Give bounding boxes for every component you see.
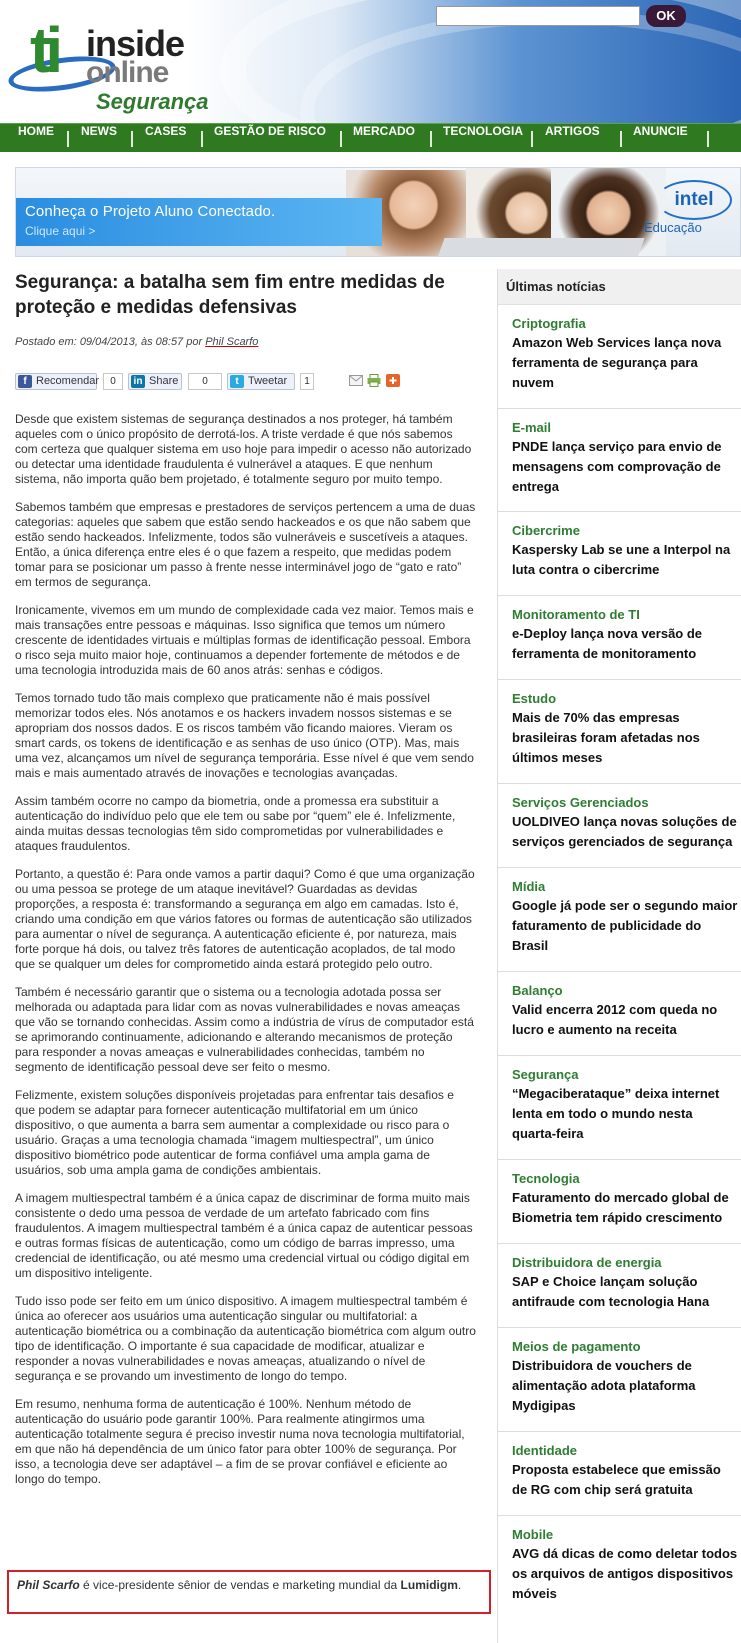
intel-logo: intel [656,180,732,220]
nav-item-artigos[interactable]: ARTIGOS [545,124,600,138]
news-item[interactable] [498,1328,741,1432]
news-headline[interactable]: Amazon Web Services lança nova ferramenta de segurança para nuvem [512,335,722,390]
news-headline[interactable]: SAP e Choice lançam solução antifraude com tecnologia Hana [512,1274,710,1309]
news-headline[interactable]: Distribuidora de vouchers de alimentação adota plataforma Mydigipas [512,1358,696,1413]
sidebar-title: Últimas notícias [498,269,741,305]
facebook-label: Recomendar [36,375,99,387]
author-link[interactable]: Phil Scarfo [205,336,259,348]
news-item[interactable] [498,1160,741,1244]
article-paragraph: A imagem multiespectral também é a única capaz de discriminar de forma muito mais consistente o dedo uma pessoa de verdade de um artefato fabricado com fins fraudulentos. A imagem multiespectral também é a única capaz de autenticar pessoas e outras formas físicas de autenticação, como um código de barras impresso, uma credencial de identificação, ou até mesmo uma credencial virtual ou código digital em um dispositivo inteligente. [15,1191,473,1280]
share-bar [15,370,465,392]
nav-item-gestao-de-risco[interactable]: GESTÃO DE RISCO [214,124,327,138]
banner-laptop-image [437,238,644,257]
twitter-label: Tweetar [248,375,288,387]
sidebar-latest-news [497,269,741,1643]
banner-cta-link[interactable]: Clique aqui > [25,224,96,238]
news-item[interactable] [498,305,741,409]
news-category[interactable]: E-mail [512,420,552,435]
news-headline[interactable]: e-Deploy lança nova versão de ferramenta de monitoramento [512,626,703,661]
bio-company: Lumidigm [400,1578,458,1592]
banner-brand-sub: Educação [644,220,702,235]
article-paragraph: Temos tornado tudo tão mais complexo que praticamente não é mais possível memorizar todos eles. Nós anotamos e os hackers invadem nossos sistemas e se apropriam dos nossos dados. E os riscos também vão ficando maiores. Vieram os smart cards, os tokens de identificação e as senhas de uso único (OTP). Mas, mais uma vez, alcançamos um nível de segurança temporária. Esse nível é que vem sendo mais e mais aumentado através de inovações e tecnologias avançadas. [15,691,474,780]
news-item[interactable] [498,972,741,1056]
news-item[interactable] [498,868,741,972]
nav-separator [620,131,622,147]
news-headline[interactable]: UOLDIVEO lança novas soluções de serviços gerenciados de segurança [512,814,737,849]
linkedin-label: Share [149,375,179,387]
news-headline[interactable]: Mais de 70% das empresas brasileiras foram afetadas nos últimos meses [512,710,700,765]
article-paragraph: Desde que existem sistemas de segurança destinados a nos proteger, há também aqueles com o único propósito de derrotá-los. A triste verdade é que nós sabemos com certeza que qualquer sistema em uso hoje para impedir o acesso não autorizado ou detectar uma identidade fraudulenta é vulnerável a ataques. E que nenhum sistema, não importa quão bem projetado, é totalmente seguro por muito tempo. [15,412,472,486]
posted-date: Postado em: 09/04/2013, às 08:57 por [15,336,206,348]
nav-item-tecnologia[interactable]: TECNOLOGIA [443,124,523,138]
nav-item-cases[interactable]: CASES [145,124,187,138]
nav-separator [201,131,203,147]
news-category[interactable]: Identidade [512,1443,578,1458]
nav-separator [340,131,342,147]
facebook-recommend-button[interactable] [15,373,97,390]
nav-separator [67,131,69,147]
news-category[interactable]: Serviços Gerenciados [512,795,649,810]
article-paragraph: Em resumo, nenhuma forma de autenticação é 100%. Nenhum método de autenticação do usuário pode garantir 100%. Para realmente atingirmos uma autenticação totalmente segura é preciso investir numa nova tecnologia multifatorial, em que não há dependência de um único fator para obter 100% de segurança. Por isso, a tecnologia deve ser adaptável – a fim de se provar confiável e eficiente ao longo do tempo. [15,1397,465,1486]
news-item[interactable] [498,1244,741,1328]
news-headline[interactable]: Faturamento do mercado global de Biometria tem rápido crescimento [512,1190,729,1225]
news-headline[interactable]: “Megaciberataque” deixa internet lenta em todo o mundo nesta quarta-feira [512,1086,720,1141]
article-paragraph: Portanto, a questão é: Para onde vamos a partir daqui? Como é que uma organização ou uma pessoa se protege de um ataque inevitável? Guardadas as devidas proporções, a resposta é: transformando a segurança em algo em camadas. Isto é, criando uma condição em que vários fatores ou formas de autenticação são utilizados para aumentar o nível de segurança. A autenticação eficiente é, por natureza, mais forte porque há dois, ou talvez três fatores de autenticação acoplados, de tal modo que se qualquer um deles for comprometido ainda estará protegido pelo outro. [15,867,475,971]
search-button[interactable]: OK [646,5,686,27]
nav-separator [707,131,709,147]
twitter-bird-icon: t [230,375,244,388]
article-paragraph: Tudo isso pode ser feito em um único dispositivo. A imagem multiespectral também é única ao oferecer aos usuários uma autenticação singular ou multifatorial: a autenticação biométrica ou a combinação da autenticação biométrica com algum outro tipo de identificação. O importante é sua capacidade de modificar, atualizar e responder a novas vulnerabilidades e novas ameaças, atualizando o nível de segurança e se provando um investimento de longo do tempo. [15,1294,476,1383]
site-header [0,0,741,123]
news-category[interactable]: Tecnologia [512,1171,580,1186]
nav-item-home[interactable]: HOME [18,124,54,138]
news-headline[interactable]: AVG dá dicas de como deletar todos os arquivos de antigos dispositivos móveis [512,1546,738,1601]
nav-item-anuncie[interactable]: ANUNCIE [633,124,688,138]
logo-online: online [86,56,169,89]
nav-item-mercado[interactable]: MERCADO [353,124,415,138]
nav-item-news[interactable]: NEWS [81,124,117,138]
article-title: Segurança: a batalha sem fim entre medidas de proteção e medidas defensivas [15,272,445,318]
author-bio-box [7,1570,491,1614]
article-paragraph: Felizmente, existem soluções disponíveis projetadas para enfrentar tais desafios e que podem se adaptar para fornecer autenticação multifatorial em um único dispositivo, o que aumenta a barra sem aumentar a complexidade ou risco para o usuário. Graças a uma tecnologia chamada “imagem multiespectral”, um único dispositivo biométrico pode autenticar de forma confiável uma ampla gama de usuários, sob uma ampla gama de condições ambientais. [15,1088,454,1177]
news-item[interactable] [498,409,741,512]
logo-inside: inside [86,23,185,64]
logo-section: Segurança [96,89,209,114]
news-item[interactable] [498,1432,741,1516]
news-category[interactable]: Mídia [512,879,546,894]
add-plus-icon[interactable] [386,374,400,387]
news-headline[interactable]: Valid encerra 2012 com queda no lucro e aumento na receita [512,1002,718,1037]
linkedin-icon: in [131,375,145,388]
facebook-count: 0 [103,373,123,390]
news-category[interactable]: Cibercrime [512,523,580,538]
news-category[interactable]: Criptografia [512,316,586,331]
news-category[interactable]: Mobile [512,1527,554,1542]
news-category[interactable]: Monitoramento de TI [512,607,640,622]
news-category[interactable]: Distribuidora de energia [512,1255,662,1270]
news-category[interactable]: Meios de pagamento [512,1339,641,1354]
ad-banner[interactable] [15,167,741,257]
nav-separator [430,131,432,147]
news-category[interactable]: Segurança [512,1067,579,1082]
article-paragraph: Sabemos também que empresas e prestadores de serviços pertencem a uma de duas categorias: aqueles que sabem que estão sendo hackeados e os que não sabem que estão sendo hackeados. Infelizmente, todos são vulneráveis e suscetíveis a ataques. Então, a única diferença entre eles é o que fazem a respeito, que medidas podem tomar para se posicionar um passo à frente nesse interminável jogo de “gato e rato” em termos de segurança. [15,500,476,589]
main-nav [0,123,741,152]
linkedin-count: 0 [188,373,222,390]
news-item[interactable] [498,512,741,596]
banner-headline: Conheça o Projeto Aluno Conectado. [25,203,276,220]
linkedin-share-button[interactable] [128,373,182,390]
news-item[interactable] [498,1056,741,1160]
email-icon[interactable] [349,374,363,387]
news-item[interactable] [498,1516,741,1620]
news-headline[interactable]: PNDE lança serviço para envio de mensagens com comprovação de entrega [512,439,722,494]
logo-ti: ti [30,14,58,86]
news-category[interactable]: Balanço [512,983,563,998]
news-headline[interactable]: Google já pode ser o segundo maior faturamento de publicidade do Brasil [512,898,738,953]
nav-separator [531,131,533,147]
news-category[interactable]: Estudo [512,691,557,706]
article-paragraph: Ironicamente, vivemos em um mundo de complexidade cada vez maior. Temos mais e mais transações entre pessoas e máquinas. Isso significa que temos um número crescente de identidades virtuais e múltiplas formas de identificação pessoal. Embora o risco seja muito maior hoje, continuamos a depender fortemente de métodos e de uma tecnologia introduzida mais de 60 anos atrás: senhas e códigos. [15,603,474,677]
article-paragraph: Assim também ocorre no campo da biometria, onde a promessa era substituir a autenticação do indivíduo pelo que ele tem ou sabe por “quem” ele é. Infelizmente, ainda muitas dessas tecnologias têm sido comprometidas por vulnerabilidades e ataques fraudulentos. [15,794,456,853]
news-item[interactable] [498,784,741,868]
print-icon[interactable] [367,374,381,387]
search-input[interactable] [436,6,640,26]
article-paragraph: Também é necessário garantir que o sistema ou a tecnologia adotada possa ser melhorada ou adaptada para lidar com as novas vulnerabilidades e novas ameaças que vão se tornando conhecidas. Assim como a indústria de vírus de computador está se aprimorando continuamente, adicionando e alterando mecanismos de proteção para responder a novas ameaças e vulnerabilidades conhecidas, também no segmento de identificação pessoal deve ser feito o mesmo. [15,985,474,1074]
bio-author-name: Phil Scarfo [17,1578,80,1592]
news-headline[interactable]: Proposta estabelece que emissão de RG com chip será gratuita [512,1462,721,1497]
news-headline[interactable]: Kaspersky Lab se une a Interpol na luta contra o cibercrime [512,542,731,577]
bio-end: . [457,1578,462,1592]
twitter-tweet-button[interactable] [227,373,295,390]
news-item[interactable] [498,680,741,784]
site-logo[interactable] [8,14,209,118]
article-meta [15,336,258,348]
article-body [15,412,477,1500]
nav-separator [131,131,133,147]
bio-text: é vice-presidente sênior de vendas e marketing mundial da [79,1578,401,1592]
news-item[interactable] [498,596,741,680]
facebook-icon: f [18,375,32,388]
twitter-count: 1 [300,373,314,390]
